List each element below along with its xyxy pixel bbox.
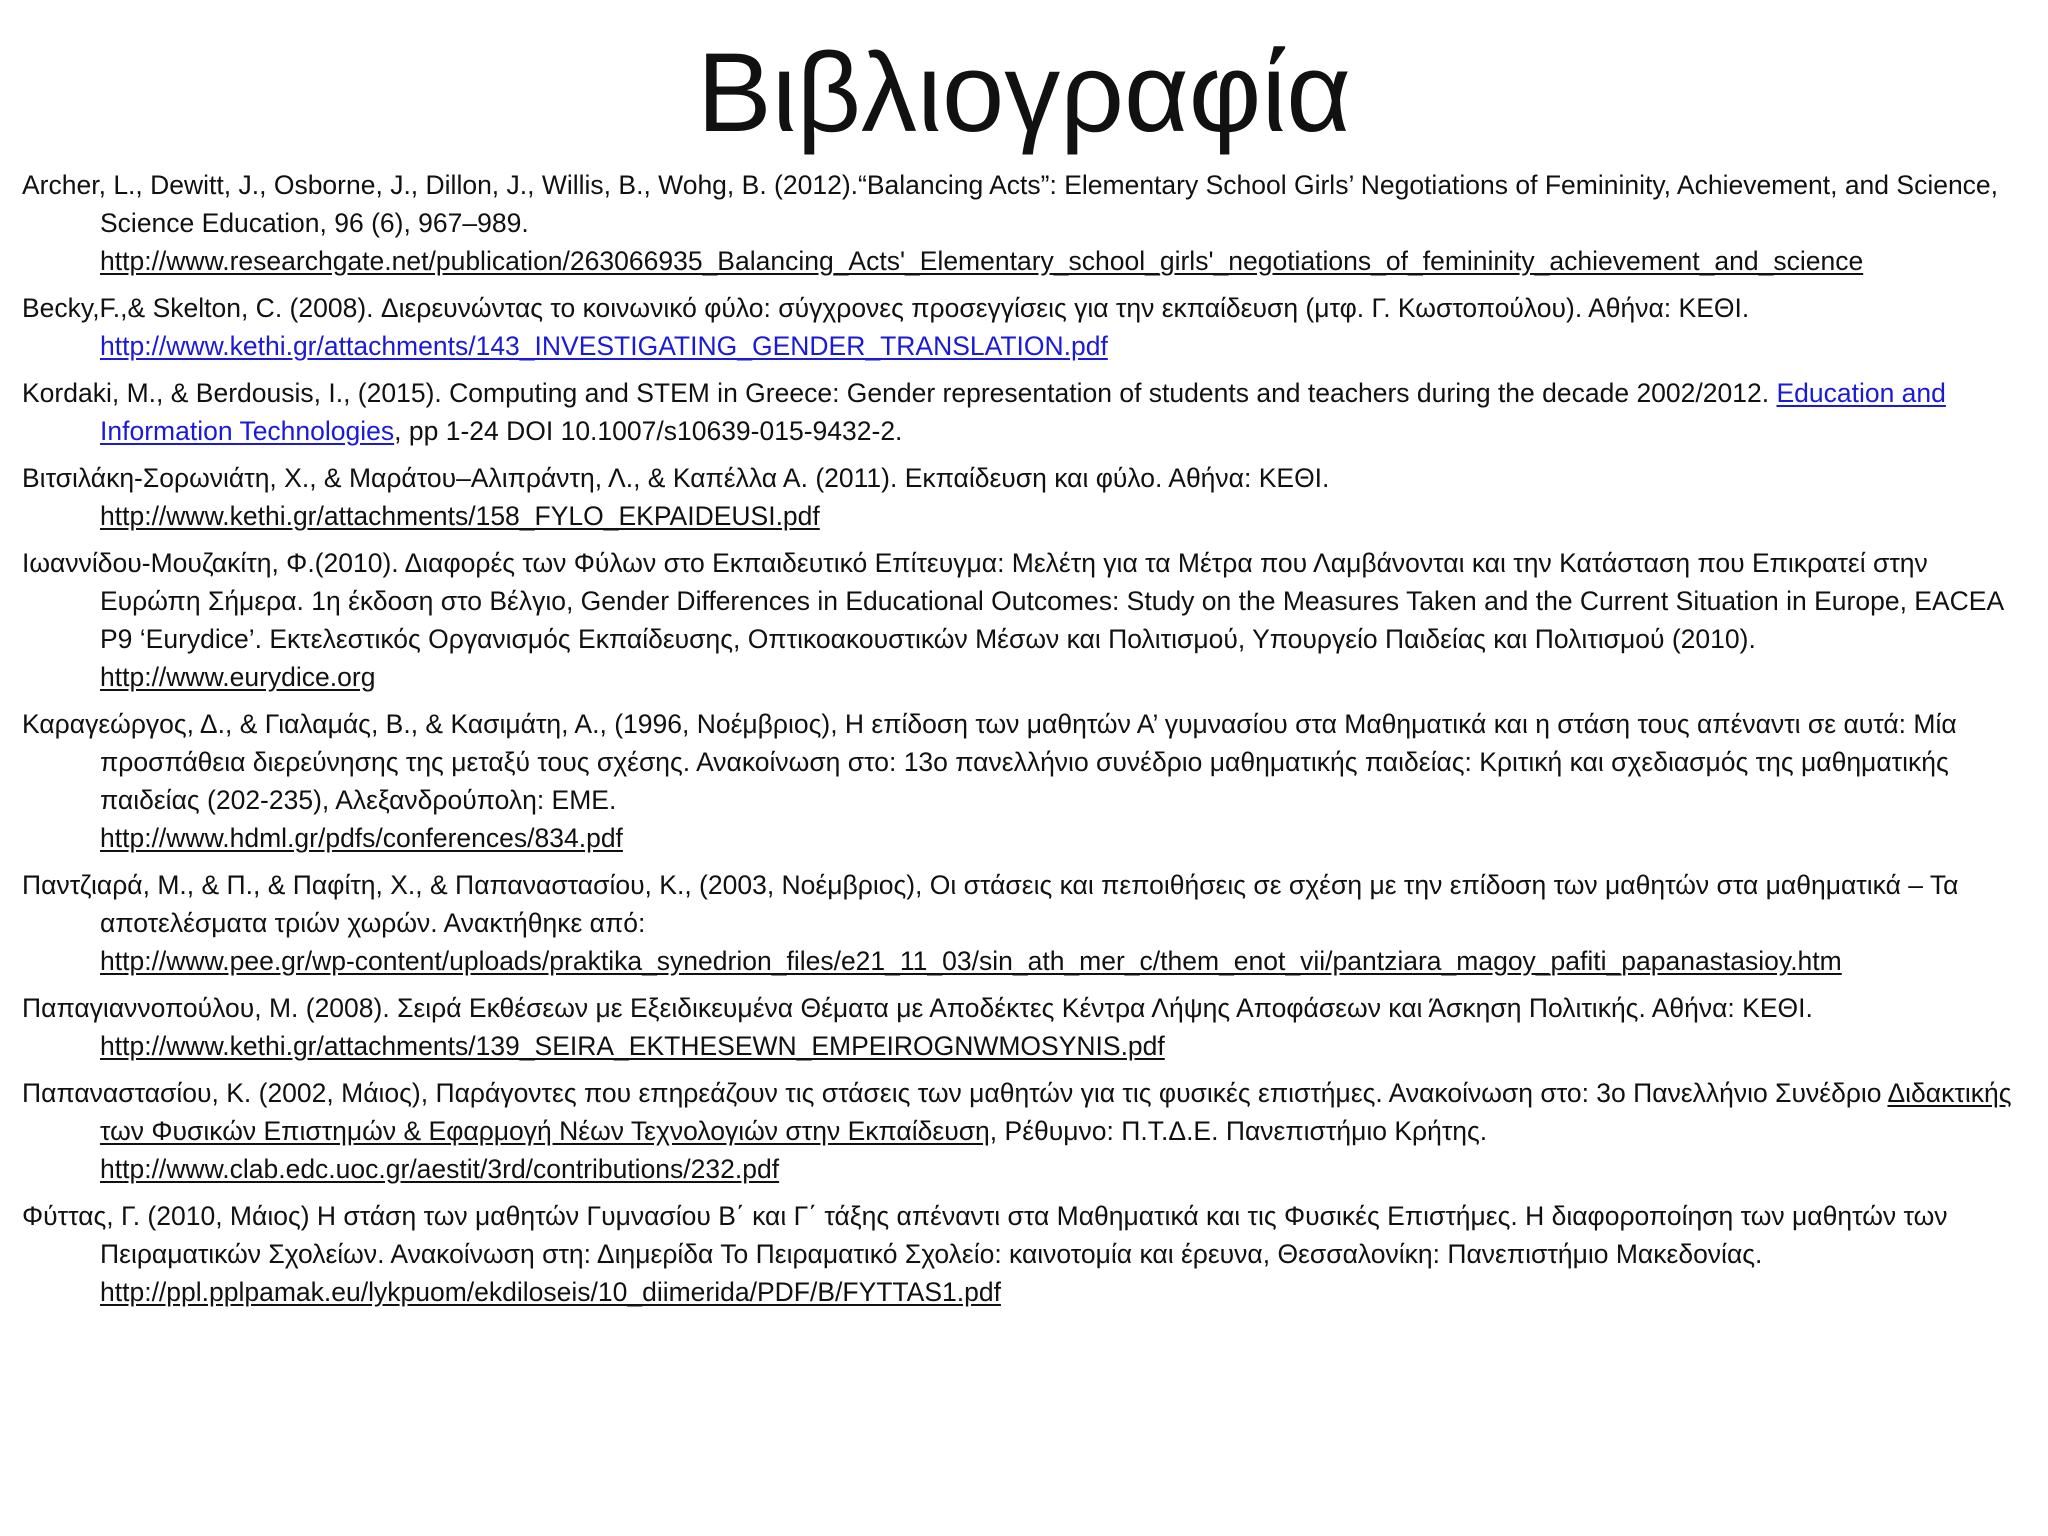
reference-link[interactable]: http://www.kethi.gr/attachments/158_FYLO_EKPAIDEUSI.pdf — [100, 501, 820, 531]
reference-text: Βιτσιλάκη-Σορωνιάτη, Χ., & Μαράτου–Αλιπράντη, Λ., & Καπέλλα Α. (2011). Εκπαίδευση και φύλο. Αθήνα: ΚΕΘΙ. — [22, 463, 1330, 493]
reference-tail: , Ρέθυμνο: Π.Τ.Δ.Ε. Πανεπιστήμιο Κρήτης. — [989, 1116, 1488, 1146]
reference-link[interactable]: http://www.researchgate.net/publication/263066935_Balancing_Acts'_Elementary_school_girls'_negotiations_of_femininity_achievement_and_science — [100, 246, 1864, 276]
reference-item — [22, 866, 2032, 980]
reference-item — [22, 1074, 2032, 1188]
reference-tail: , pp 1-24 DOI 10.1007/s10639-015-9432-2. — [394, 416, 903, 446]
reference-link[interactable]: http://www.hdml.gr/pdfs/conferences/834.pdf — [100, 823, 623, 853]
reference-item — [22, 989, 2032, 1065]
reference-text: Παπαγιαννοπούλου, Μ. (2008). Σειρά Εκθέσεων με Εξειδικευμένα Θέματα με Αποδέκτες Κέντρα Λήψης Αποφάσεων και Άσκηση Πολιτικής. Αθήνα: ΚΕΘΙ. — [22, 993, 1813, 1023]
reference-text: Παπαναστασίου, Κ. (2002, Μάιος), Παράγοντες που επηρεάζουν τις στάσεις των μαθητών για τις φυσικές επιστήμες. Ανακοίνωση στο: 3ο Πανελλήνιο Συνέδριο — [22, 1078, 1882, 1108]
reference-text: Becky,F.,& Skelton, C. (2008). Διερευνώντας το κοινωνικό φύλο: σύγχρονες προσεγγίσεις για την εκπαίδευση (μτφ. Γ. Κωστοπούλου). Αθήνα: ΚΕΘΙ. — [22, 293, 1750, 323]
reference-item — [22, 544, 2032, 696]
reference-item — [22, 166, 2032, 280]
reference-item — [22, 459, 2032, 535]
reference-link[interactable]: http://www.pee.gr/wp-content/uploads/praktika_synedrion_files/e21_11_03/sin_ath_mer_c/them_enot_vii/pantziara_magoy_pafiti_papanastasioy.htm — [100, 946, 1842, 976]
reference-link[interactable]: http://ppl.pplpamak.eu/lykpuom/ekdiloseis/10_diimerida/PDF/B/FYTTAS1.pdf — [100, 1277, 1001, 1307]
reference-link[interactable]: http://www.kethi.gr/attachments/139_SEIRA_EKTHESEWN_EMPEIROGNWMOSYNIS.pdf — [100, 1031, 1165, 1061]
reference-item — [22, 374, 2032, 450]
reference-item — [22, 289, 2032, 365]
reference-link[interactable]: http://www.kethi.gr/attachments/143_INVESTIGATING_GENDER_TRANSLATION.pdf — [100, 331, 1108, 361]
journal-link[interactable]: Education and Information Technologies — [100, 378, 1946, 446]
reference-text: Kordaki, M., & Berdousis, I., (2015). Computing and STEM in Greece: Gender representation of students and teachers during the decade 2002/2012. — [22, 378, 1770, 408]
reference-list — [22, 166, 2032, 1320]
reference-text: Παντζιαρά, Μ., & Π., & Παφίτη, Χ., & Παπαναστασίου, Κ., (2003, Νοέμβριος), Οι στάσεις και πεποιθήσεις σε σχέση με την επίδοση των μαθητών στα μαθηματικά – Τα αποτελέσματα τριών χωρών. Ανακτήθηκε από: — [22, 870, 1959, 938]
reference-link[interactable]: http://www.eurydice.org — [100, 662, 376, 692]
reference-text: Archer, L., Dewitt, J., Osborne, J., Dillon, J., Willis, B., Wohg, B. (2012).“Balancing Acts”: Elementary School Girls’ Negotiations of Femininity, Achievement, and Science, Science Education, 96 (6), 967–989. — [22, 170, 1999, 238]
reference-item — [22, 705, 2032, 857]
reference-text: Καραγεώργος, Δ., & Γιαλαμάς, Β., & Κασιμάτη, Α., (1996, Νοέμβριος), Η επίδοση των μαθητών Α’ γυμνασίου στα Μαθηματικά και η στάση τους απέναντι σε αυτά: Μία προσπάθεια διερεύνησης της μεταξύ τους σχέσης. Ανακοίνωση στο: 13ο πανελλήνιο συνέδριο μαθηματικής παιδείας: Κριτική και σχεδιασμός της μαθηματικής παιδείας (202-235), Αλεξανδρούπολη: ΕΜΕ. — [22, 709, 1957, 815]
reference-text: Φύττας, Γ. (2010, Μάιος) Η στάση των μαθητών Γυμνασίου Β΄ και Γ΄ τάξης απέναντι στα Μαθηματικά και τις Φυσικές Επιστήμες. Η διαφοροποίηση των μαθητών των Πειραματικών Σχολείων. Ανακοίνωση στη: Διημερίδα Το Πειραματικό Σχολείο: καινοτομία και έρευνα, Θεσσαλονίκη: Πανεπιστήμιο Μακεδονίας. — [22, 1201, 1948, 1269]
reference-text: Ιωαννίδου-Μουζακίτη, Φ.(2010). Διαφορές των Φύλων στο Εκπαιδευτικό Επίτευγμα: Μελέτη για τα Μέτρα που Λαμβάνονται και την Κατάσταση που Επικρατεί στην Ευρώπη Σήμερα. 1η έκδοση στο Βέλγιο, Gender Differences in Educational Outcomes: Study on the Measures Taken and the Current Situation in Europe, EACEA P9 ‘Eurydice’. Εκτελεστικός Οργανισμός Εκπαίδευσης, Οπτικοακουστικών Μέσων και Πολιτισμού, Υπουργείο Παιδείας και Πολιτισμού (2010). — [22, 548, 2003, 654]
page-title: Βιβλιογραφία — [697, 30, 1351, 155]
reference-link[interactable]: http://www.clab.edc.uoc.gr/aestit/3rd/contributions/232.pdf — [100, 1154, 780, 1184]
reference-item — [22, 1197, 2032, 1311]
conference-title: Διδακτικής των Φυσικών Επιστημών & Εφαρμογή Νέων Τεχνολογιών στην Εκπαίδευση — [100, 1078, 2012, 1146]
